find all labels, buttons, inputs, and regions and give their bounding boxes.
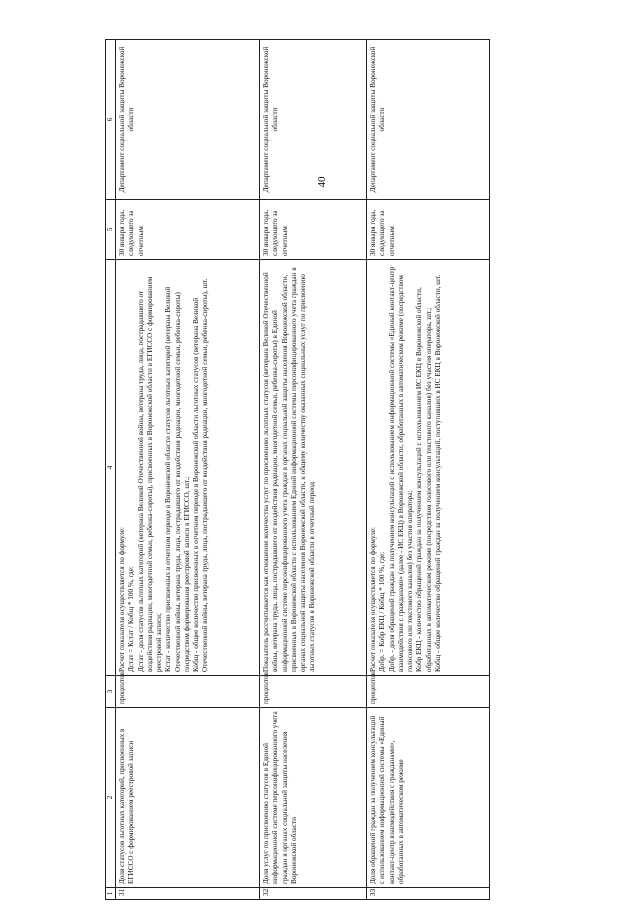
calculation-method <box>367 260 490 676</box>
method-line: Кобщ - общее количество присвоенных в отчетном периоде в Воронежской области льготных статусов (ветерана Великой Отечественной войны, ветерана труда, лица, пострадавшего от воздействия радиации, многодетной семьи, ребенка-сироты), шт. <box>191 278 210 672</box>
rotated-table-container <box>105 40 498 900</box>
method-line: Добр. - доля обращений граждан за получением консультаций с использованием информационной системы «Единый контакт-центр взаимодействия с гражданами» (далее - ИС ЕКЦ) в Воронежской области, обработанных в автоматическом режиме (посредством голосового или текстового каналов) без участия оператора; <box>387 266 415 672</box>
row-number: 32 <box>260 888 367 900</box>
method-line: Расчет показателя осуществляется по формуле: <box>369 526 378 672</box>
method-line: Расчет показателя осуществляется по формуле: <box>118 526 127 672</box>
method-line: Показатель рассчитывается как отношение количества услуг по присвоению льготных статусов (ветерана Великой Отечественной войны, ветерана труда, лица, пострадавшего от воздействия радиации, многодетной семьи, ребенка-сироты) в Единой информационной системе персонифицированного учета граждан в органах социальной защиты населения Воронежской области, присвоенных в Воронежской области с использованием Единой информационной системы персонифицированного учета граждан в органах социальной защиты населения Воронежской области, к общему количеству оказанных социальных услуг по присвоению льготных статусов в Воронежской области в отчетный период <box>262 267 317 672</box>
responsible: Департамент социальной защиты Воронежской области <box>260 40 367 200</box>
table-row <box>260 40 367 900</box>
row-number: 31 <box>116 888 260 900</box>
responsible: Департамент социальной защиты Воронежской области <box>116 40 260 200</box>
unit: процентов <box>367 676 490 708</box>
table-row <box>367 40 490 900</box>
method-line: Дстат - доля статусов льготных категорий (ветерана Великой Отечественной войны, ветерана труда, лица, пострадавшего от воздействия радиации, многодетной семьи, ребенка-сироты), присвоенных в Воронежской области в ЕГИССО с формированием реестровой записи; <box>136 276 164 672</box>
header-col-3: 3 <box>106 676 116 708</box>
calculation-method <box>116 260 260 676</box>
header-col-4: 4 <box>106 260 116 676</box>
unit: процентов <box>116 676 260 708</box>
indicator-name: Доля статусов льготных категорий, присвоенных в ЕГИССО с формированием реестровой записи <box>116 708 260 888</box>
method-line: Кстат - количество присвоенных в отчетном периоде в Воронежской области статусов льготных категорий (ветерана Великой Отечественной войны, ветерана труда, лица, пострадавшего от воздействия радиации, многодетной семьи, ребенка-сироты) посредством формирования реестровой записи в ЕГИССО, шт.; <box>164 286 191 672</box>
method-line: Кобр ЕКЦ - количество обращений граждан за получением консультаций с использованием ИС ЕКЦ в Воронежской области, обработанных в автоматическом режиме (посредством голосового или текстового каналов) без участия оператора, шт.; <box>415 287 433 672</box>
deadline: 30 января года, следующего за отчетным <box>260 200 367 260</box>
table-row <box>116 40 260 900</box>
method-line: Кобщ - общее количество обращений граждан за получением консультаций, поступивших в ИС ЕКЦ в Воронежской области, шт. <box>433 274 442 672</box>
table-frame <box>105 40 498 900</box>
responsible: Департамент социальной защиты Воронежской области <box>367 40 490 200</box>
calculation-method <box>260 260 367 676</box>
header-row <box>106 40 116 900</box>
header-col-1: 1 <box>106 888 116 900</box>
header-col-5: 5 <box>106 200 116 260</box>
unit: процентов <box>260 676 367 708</box>
deadline: 30 января года, следующего за отчетным <box>367 200 490 260</box>
deadline: 30 января года, следующего за отчетным <box>116 200 260 260</box>
indicators-table <box>105 39 490 900</box>
header-col-2: 2 <box>106 708 116 888</box>
method-line: Добр. = Кобр ЕКЦ / Кобщ * 100 %, где: <box>378 551 387 672</box>
method-line: Дстат = Кстат / Кобщ * 100 %, где: <box>127 566 136 672</box>
row-number: 33 <box>367 888 490 900</box>
indicator-name: Доля обращений граждан за получением консультаций с использованием информационной системы «Единый контакт-центр взаимодействия с гражданами», обработанных в автоматическом режиме <box>367 708 490 888</box>
header-col-6: 6 <box>106 40 116 200</box>
page-number: 40 <box>316 176 328 188</box>
indicator-name: Доля услуг по присвоению статусов в Единой информационной системе персонифицированного учета граждан в органах социальной защиты населения Воронежской области <box>260 708 367 888</box>
